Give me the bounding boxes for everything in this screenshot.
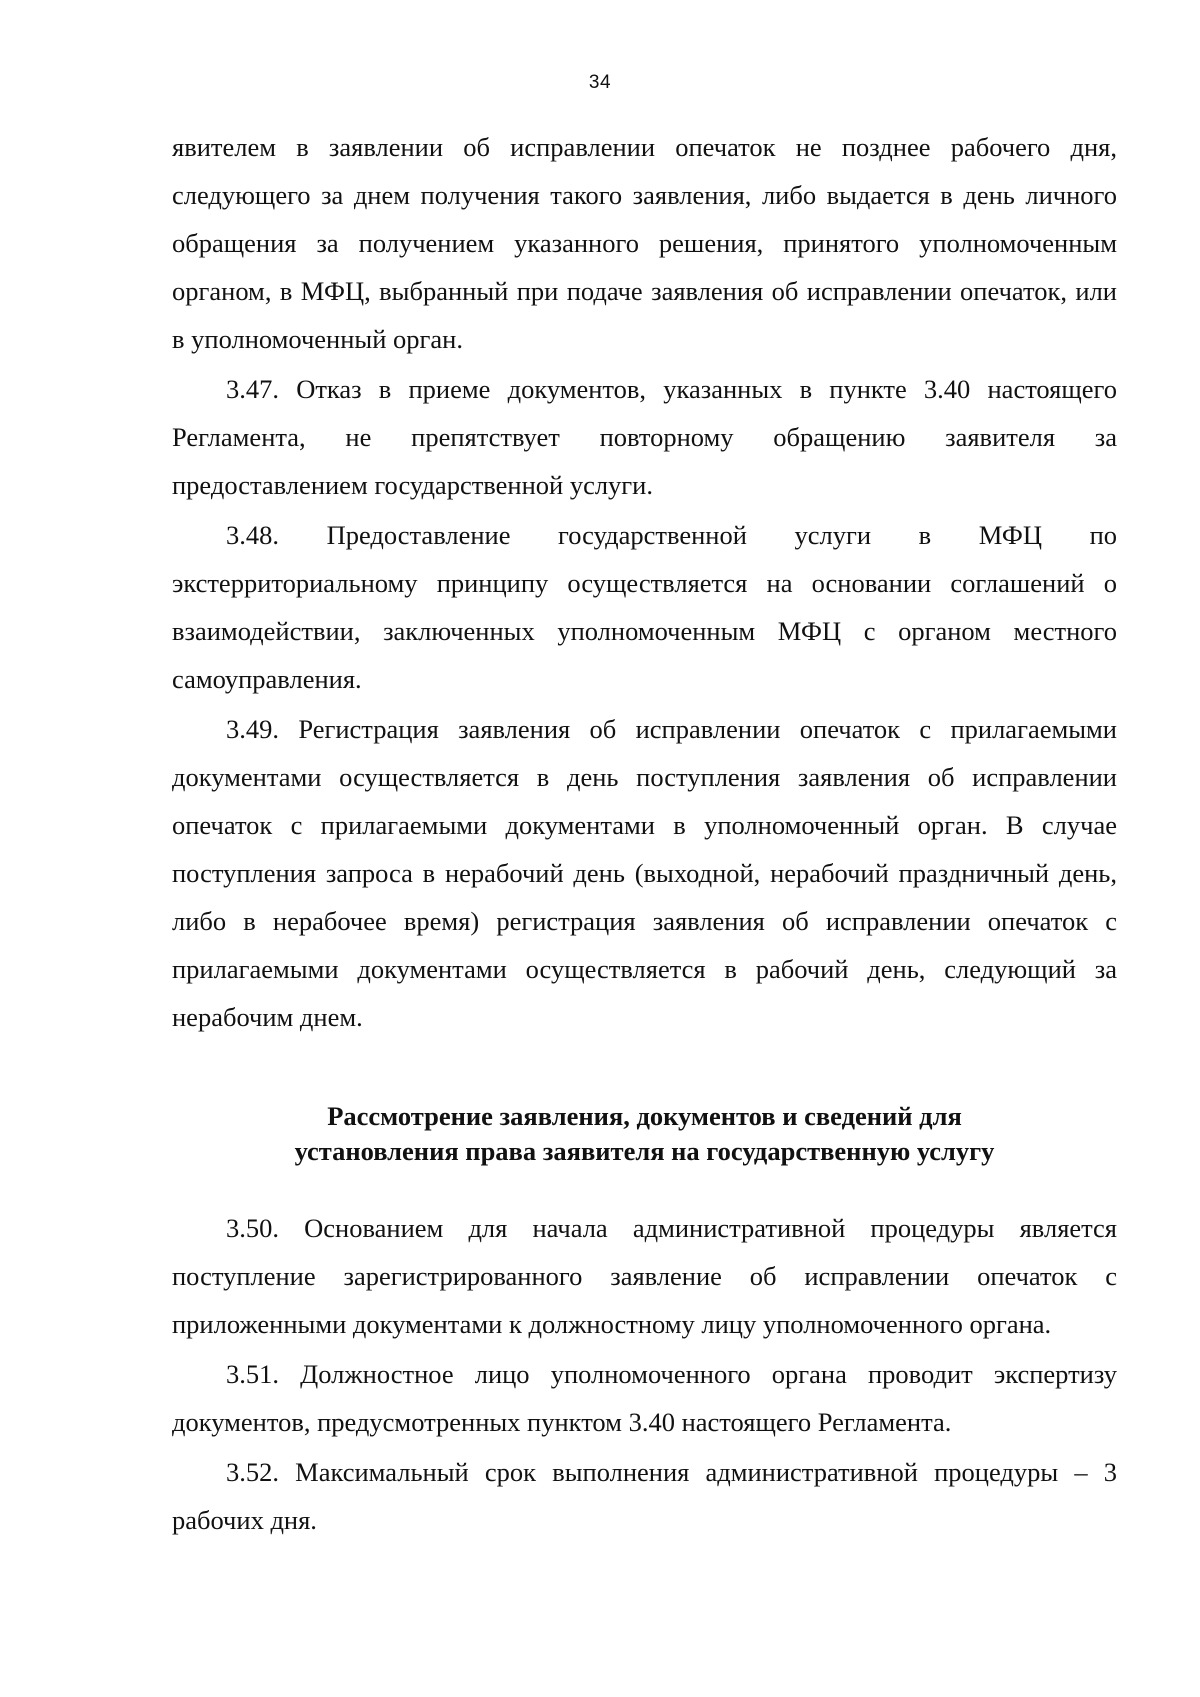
paragraph-3-47: 3.47. Отказ в приеме документов, указанных в пункте 3.40 настоящего Регламента, не препятствует повторному обращению заявителя за предоставлением государственной услуги.: [172, 374, 1117, 500]
section-heading-line-2: установления права заявителя на государственную услугу: [294, 1136, 995, 1166]
page-number: 34: [588, 72, 612, 93]
section-heading: [172, 1099, 1117, 1169]
paragraph-continuation: явителем в заявлении об исправлении опечаток не позднее рабочего дня, следующего за днем получения такого заявления, либо выдается в день личного обращения за получением указанного решения, принятого уполномоченным органом, в МФЦ, выбранный при подаче заявления об исправлении опечаток, или в уполномоченный орган.: [172, 132, 1117, 354]
body-text-bottom: [172, 1204, 1117, 1544]
paragraph-3-50: 3.50. Основанием для начала административной процедуры является поступление зарегистрированного заявление об исправлении опечаток с приложенными документами к должностному лицу уполномоченного органа.: [172, 1213, 1117, 1339]
paragraph-3-52: 3.52. Максимальный срок выполнения административной процедуры – 3 рабочих дня.: [172, 1457, 1117, 1535]
paragraph-3-48: 3.48. Предоставление государственной услуги в МФЦ по экстерриториальному принципу осуществляется на основании соглашений о взаимодействии, заключенных уполномоченным МФЦ с органом местного самоуправления.: [172, 520, 1117, 694]
paragraph-3-49: 3.49. Регистрация заявления об исправлении опечаток с прилагаемыми документами осуществляется в день поступления заявления об исправлении опечаток с прилагаемыми документами в уполномоченный орган. В случае поступления запроса в нерабочий день (выходной, нерабочий праздничный день, либо в нерабочее время) регистрация заявления об исправлении опечаток с прилагаемыми документами осуществляется в рабочий день, следующий за нерабочим днем.: [172, 714, 1117, 1032]
body-text-top: [172, 123, 1117, 1041]
paragraph-3-51: 3.51. Должностное лицо уполномоченного органа проводит экспертизу документов, предусмотренных пунктом 3.40 настоящего Регламента.: [172, 1359, 1117, 1437]
section-heading-line-1: Рассмотрение заявления, документов и сведений для: [327, 1101, 962, 1131]
